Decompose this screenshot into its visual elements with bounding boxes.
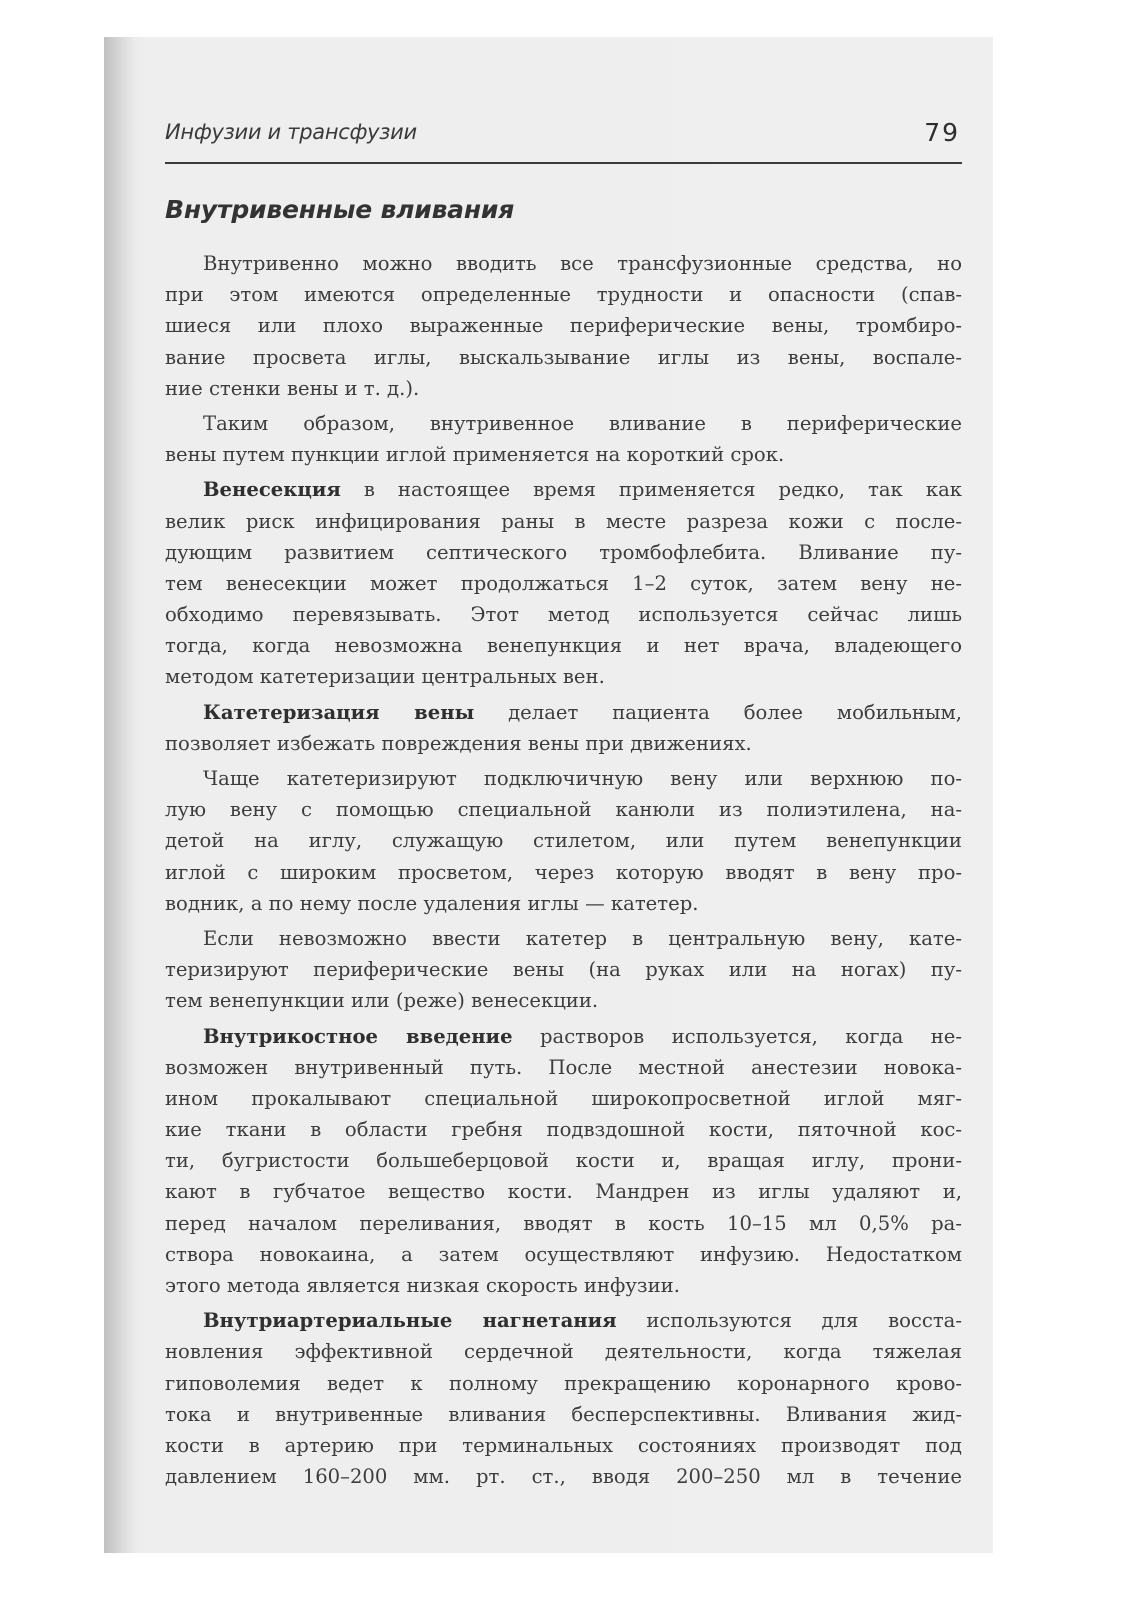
text-line: Если невозможно ввести катетер в центральную вену, кате- xyxy=(203,926,962,950)
paragraph xyxy=(165,923,962,1017)
bold-term: Внутрикостное введение xyxy=(203,1024,513,1048)
text-line xyxy=(165,1305,962,1336)
text-line: иглой с широким просветом, через которую вводят в вену про- xyxy=(165,860,962,884)
text-line xyxy=(165,474,962,505)
text-line: кие ткани в области гребня подвздошной кости, пяточной кос- xyxy=(165,1118,962,1142)
page-number: 79 xyxy=(924,118,960,147)
paragraph xyxy=(165,474,962,692)
text-line: вание просвета иглы, выскальзывание иглы из вены, воспале- xyxy=(165,345,962,369)
text-line: дующим развитием септического тромбофлебита. Вливание пу- xyxy=(165,540,962,564)
text-line: лую вену с помощью специальной канюли из полиэтилена, на- xyxy=(165,798,962,822)
text-line: тока и внутривенные вливания бесперспективны. Вливания жид- xyxy=(165,1402,962,1426)
text-line: перед началом переливания, вводят в кость 10–15 мл 0,5% ра- xyxy=(165,1211,962,1235)
text-line: ние стенки вены и т. д.). xyxy=(165,376,420,400)
text-line: обходимо перевязывать. Этот метод используется сейчас лишь xyxy=(165,603,962,627)
text-line: гиповолемия ведет к полному прекращению коронарного крово- xyxy=(165,1371,962,1395)
text-line: новления эффективной сердечной деятельности, когда тяжелая xyxy=(165,1340,962,1364)
bold-term: Венесекция xyxy=(203,478,341,502)
text-line: водник, а по нему после удаления иглы — катетер. xyxy=(165,891,699,915)
bold-term: Катетеризация вены xyxy=(203,700,475,724)
text-line: створа новокаина, а затем осуществляют инфузию. Недостатком xyxy=(165,1242,962,1266)
text-line: Чаще катетеризируют подключичную вену или верхнюю по- xyxy=(203,767,962,790)
text-line: возможен внутривенный путь. После местной анестезии новока- xyxy=(165,1055,962,1079)
page-binding-shadow xyxy=(104,37,134,1553)
line-text: делает пациента более мобильным, xyxy=(474,700,962,724)
text-line: шиеся или плохо выраженные периферические вены, тромбиро- xyxy=(165,314,962,338)
text-line: кости в артерию при терминальных состояниях производят под xyxy=(165,1433,962,1457)
text-line: позволяет избежать повреждения вены при движениях. xyxy=(165,731,752,755)
text-line: давлением 160–200 мм. рт. ст., вводя 200–250 мл в течение xyxy=(165,1465,962,1489)
paragraph xyxy=(165,1305,962,1492)
paragraph xyxy=(165,697,962,759)
text-line xyxy=(165,1021,962,1052)
paragraph xyxy=(165,408,962,470)
paragraph xyxy=(165,248,962,404)
text-line: детой на иглу, служащую стилетом, или путем венепункции xyxy=(165,829,962,853)
text-line: ином прокалывают специальной широкопросветной иглой мяг- xyxy=(165,1086,962,1110)
text-line: вены путем пункции иглой применяется на короткий срок. xyxy=(165,443,785,467)
text-line: Внутривенно можно вводить все трансфузионные средства, но xyxy=(203,252,962,275)
text-line: тем венесекции может продолжаться 1–2 суток, затем вену не- xyxy=(165,571,962,595)
text-line: тогда, когда невозможна венепункция и нет врача, владеющего xyxy=(165,634,962,658)
text-line: тем венепункции или (реже) венесекции. xyxy=(165,989,599,1013)
text-line: ти, бугристости большеберцовой кости и, вращая иглу, прони- xyxy=(165,1149,962,1173)
text-line: при этом имеются определенные трудности и опасности (спав- xyxy=(165,283,962,307)
text-line: теризируют периферические вены (на руках или на ногах) пу- xyxy=(165,958,962,982)
running-title: Инфузии и трансфузии xyxy=(165,120,417,144)
text-line: кают в губчатое вещество кости. Мандрен из иглы удаляют и, xyxy=(165,1180,962,1204)
bold-term: Внутриартериальные нагнетания xyxy=(203,1309,617,1333)
body-text xyxy=(165,248,962,1496)
page-header xyxy=(165,118,962,164)
line-text: растворов используется, когда не- xyxy=(512,1024,962,1048)
paragraph xyxy=(165,763,962,919)
text-line: велик риск инфицирования раны в месте разреза кожи с после- xyxy=(165,509,962,533)
text-line: методом катетеризации центральных вен. xyxy=(165,665,605,689)
text-line: этого метода является низкая скорость инфузии. xyxy=(165,1274,680,1297)
text-line: Таким образом, внутривенное вливание в периферические xyxy=(203,411,962,435)
section-heading: Внутривенные вливания xyxy=(165,195,515,224)
line-text: используются для восста- xyxy=(616,1309,962,1333)
line-text: в настоящее время применяется редко, так как xyxy=(340,478,962,502)
paragraph xyxy=(165,1021,962,1302)
text-line xyxy=(165,697,962,728)
